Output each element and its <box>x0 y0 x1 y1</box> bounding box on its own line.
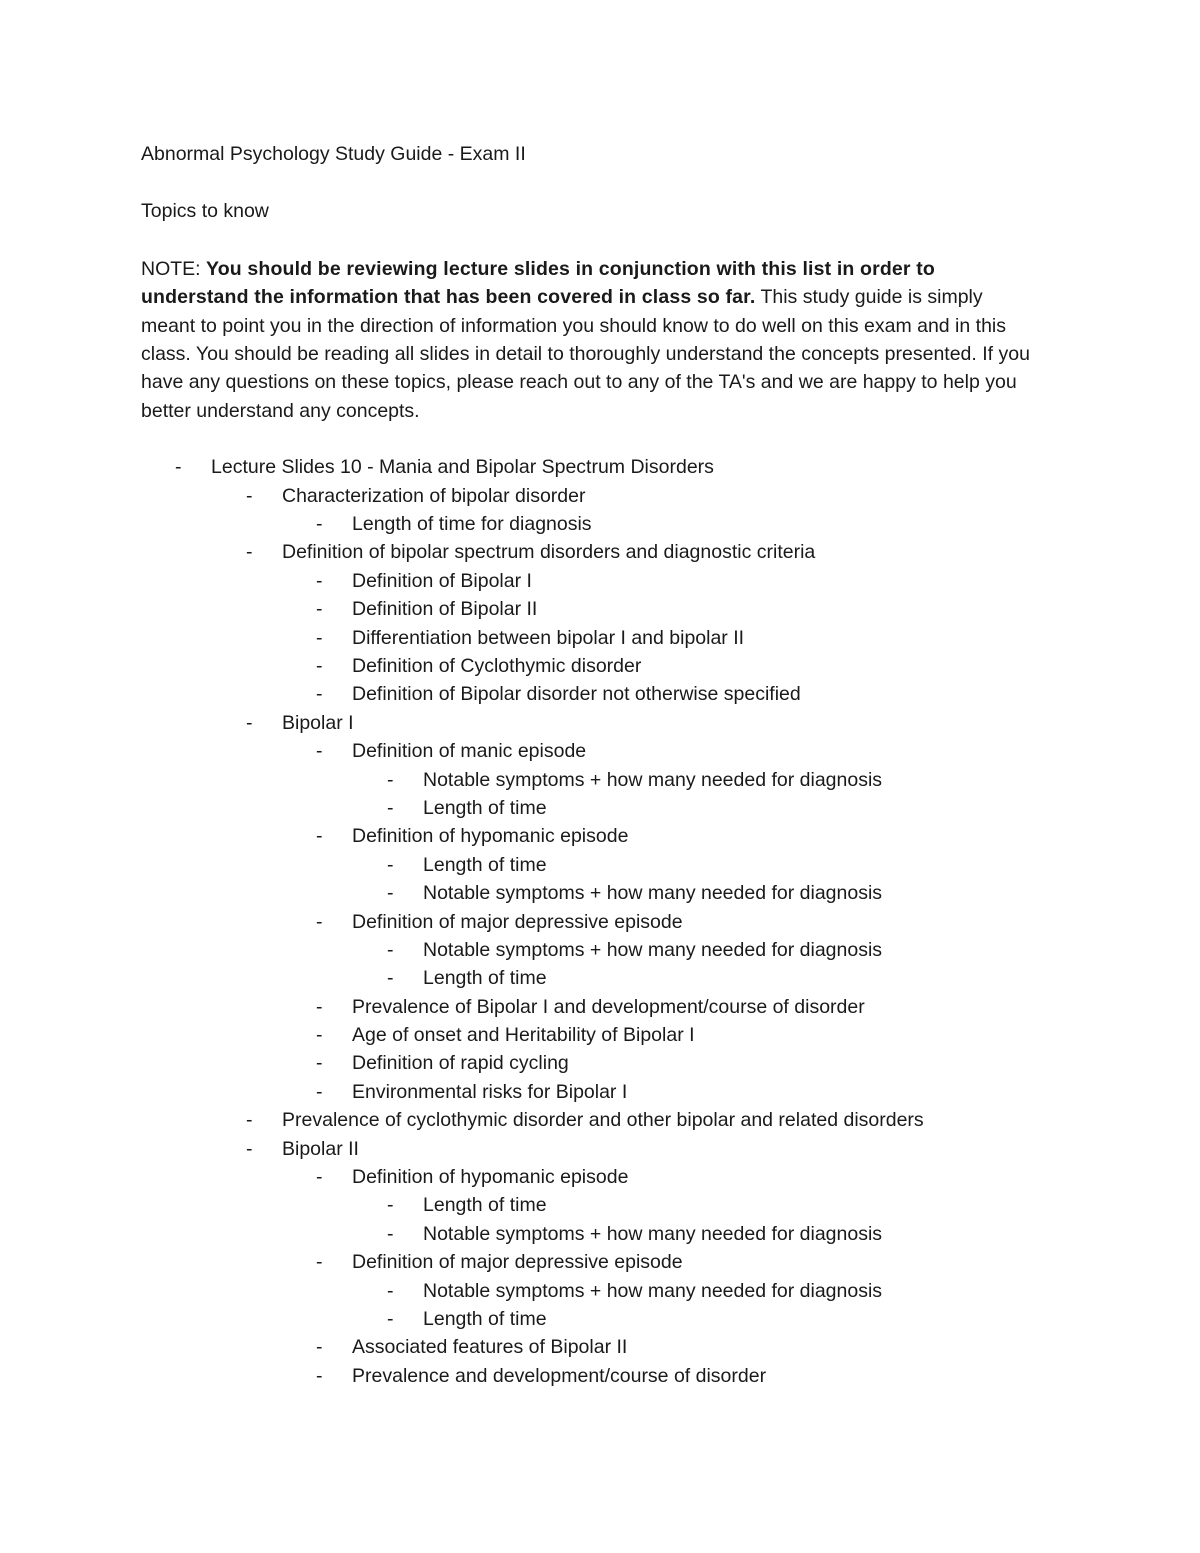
outline-item-level-3 <box>141 993 1041 1021</box>
outline-item-text: Prevalence of Bipolar I and development/course of disorder <box>352 995 865 1018</box>
outline-item-text: Definition of Bipolar disorder not otherwise specified <box>352 683 801 706</box>
outline-item-text: Definition of major depressive episode <box>352 910 683 933</box>
bullet-dash: - <box>316 626 323 649</box>
note-emphasis: You should be reviewing lecture slides in conjunction with this list in order to understand the information that has been covered in class so far. <box>141 257 935 309</box>
outline-item-level-3 <box>141 1049 1041 1077</box>
outline-item-text: Definition of rapid cycling <box>352 1052 569 1075</box>
outline-item-text: Notable symptoms + how many needed for diagnosis <box>423 1222 883 1245</box>
outline-item-text: Definition of hypomanic episode <box>352 825 629 848</box>
bullet-dash: - <box>316 1024 323 1047</box>
outline-item-level-3 <box>141 1362 1041 1390</box>
outline-item-text: Differentiation between bipolar I and bipolar II <box>352 626 745 649</box>
outline-item-level-3 <box>141 680 1041 708</box>
bullet-dash: - <box>387 768 394 791</box>
outline-item-level-4 <box>141 879 1041 907</box>
outline-item-text: Environmental risks for Bipolar I <box>352 1080 628 1103</box>
bullet-dash: - <box>246 711 253 734</box>
bullet-dash: - <box>316 995 323 1018</box>
outline-item-text: Length of time <box>423 796 547 819</box>
outline-item-text: Definition of Cyclothymic disorder <box>352 654 642 677</box>
outline-item-level-2 <box>141 538 1041 566</box>
outline-item-text: Definition of Bipolar II <box>352 598 538 621</box>
outline-item-text: Definition of manic episode <box>352 740 587 763</box>
outline-item-level-3 <box>141 1078 1041 1106</box>
bullet-dash: - <box>387 1194 394 1217</box>
outline-item-level-4 <box>141 964 1041 992</box>
outline-item-level-2 <box>141 482 1041 510</box>
outline-item-text: Prevalence and development/course of disorder <box>352 1364 767 1387</box>
bullet-dash: - <box>316 825 323 848</box>
outline-item-level-3 <box>141 737 1041 765</box>
outline-item-text: Length of time for diagnosis <box>352 513 592 536</box>
outline-item-text: Associated features of Bipolar II <box>352 1336 628 1359</box>
outline-item-text: Length of time <box>423 853 547 876</box>
outline-item-text: Notable symptoms + how many needed for diagnosis <box>423 1279 883 1302</box>
bullet-dash: - <box>316 1364 323 1387</box>
outline-item-text: Bipolar I <box>282 711 354 734</box>
note-prefix: NOTE: <box>141 257 207 280</box>
outline-item-text: Definition of major depressive episode <box>352 1251 683 1274</box>
outline-item-level-3 <box>141 595 1041 623</box>
outline-item-level-4 <box>141 1277 1041 1305</box>
outline-item-text: Definition of bipolar spectrum disorders and diagnostic criteria <box>282 541 816 564</box>
outline-item-level-3 <box>141 510 1041 538</box>
outline-item-text: Definition of Bipolar I <box>352 569 532 592</box>
outline-item-level-1 <box>141 453 1041 481</box>
outline-item-level-3 <box>141 624 1041 652</box>
bullet-dash: - <box>387 853 394 876</box>
bullet-dash: - <box>316 1052 323 1075</box>
bullet-dash: - <box>316 910 323 933</box>
outline-item-level-4 <box>141 1305 1041 1333</box>
outline-item-level-3 <box>141 567 1041 595</box>
document-title: Abnormal Psychology Study Guide - Exam II <box>141 143 526 165</box>
outline-item-level-4 <box>141 766 1041 794</box>
outline-item-level-3 <box>141 1021 1041 1049</box>
bullet-dash: - <box>316 740 323 763</box>
bullet-dash: - <box>246 541 253 564</box>
bullet-dash: - <box>316 598 323 621</box>
outline-item-text: Notable symptoms + how many needed for diagnosis <box>423 768 883 791</box>
bullet-dash: - <box>387 796 394 819</box>
bullet-dash: - <box>387 1222 394 1245</box>
bullet-dash: - <box>175 456 182 479</box>
outline-item-text: Definition of hypomanic episode <box>352 1166 629 1189</box>
outline-item-text: Length of time <box>423 967 547 990</box>
outline-item-level-2 <box>141 709 1041 737</box>
bullet-dash: - <box>316 683 323 706</box>
bullet-dash: - <box>246 484 253 507</box>
outline-item-level-3 <box>141 1163 1041 1191</box>
outline-item-level-4 <box>141 1191 1041 1219</box>
bullet-dash: - <box>387 1307 394 1330</box>
note-paragraph <box>141 255 1041 425</box>
bullet-dash: - <box>387 967 394 990</box>
outline-item-text: Prevalence of cyclothymic disorder and other bipolar and related disorders <box>282 1109 924 1132</box>
outline-item-text: Age of onset and Heritability of Bipolar I <box>352 1024 695 1047</box>
bullet-dash: - <box>316 1336 323 1359</box>
bullet-dash: - <box>387 1279 394 1302</box>
section-heading: Topics to know <box>141 200 269 223</box>
document-page <box>141 140 1041 1390</box>
bullet-dash: - <box>316 569 323 592</box>
outline-item-level-3 <box>141 652 1041 680</box>
bullet-dash: - <box>316 1080 323 1103</box>
outline-item-text: Characterization of bipolar disorder <box>282 484 586 507</box>
bullet-dash: - <box>316 1251 323 1274</box>
outline-item-level-4 <box>141 1220 1041 1248</box>
bullet-dash: - <box>246 1109 253 1132</box>
bullet-dash: - <box>316 1166 323 1189</box>
outline-item-text: Notable symptoms + how many needed for diagnosis <box>423 938 883 961</box>
outline-item-level-2 <box>141 1135 1041 1163</box>
outline-item-level-2 <box>141 1106 1041 1134</box>
bullet-dash: - <box>316 654 323 677</box>
outline-item-level-3 <box>141 1333 1041 1361</box>
outline-item-level-3 <box>141 1248 1041 1276</box>
outline-item-text: Notable symptoms + how many needed for diagnosis <box>423 882 883 905</box>
bullet-dash: - <box>387 938 394 961</box>
topic-outline <box>141 453 1041 1390</box>
outline-item-level-4 <box>141 851 1041 879</box>
bullet-dash: - <box>316 513 323 536</box>
outline-item-level-3 <box>141 908 1041 936</box>
outline-item-level-3 <box>141 822 1041 850</box>
bullet-dash: - <box>246 1137 253 1160</box>
outline-item-text: Bipolar II <box>282 1137 359 1160</box>
outline-item-text: Lecture Slides 10 - Mania and Bipolar Spectrum Disorders <box>211 456 714 479</box>
outline-item-level-4 <box>141 794 1041 822</box>
outline-item-text: Length of time <box>423 1194 547 1217</box>
bullet-dash: - <box>387 882 394 905</box>
note-body: This study guide is simply meant to point you in the direction of information you should know to do well on this exam and in this class. You should be reading all slides in detail to thoroughly understand the concepts presented. If you have any questions on these topics, please reach out to any of the TA's and we are happy to help you better understand any concepts. <box>141 286 1030 422</box>
outline-item-level-4 <box>141 936 1041 964</box>
outline-item-text: Length of time <box>423 1307 547 1330</box>
